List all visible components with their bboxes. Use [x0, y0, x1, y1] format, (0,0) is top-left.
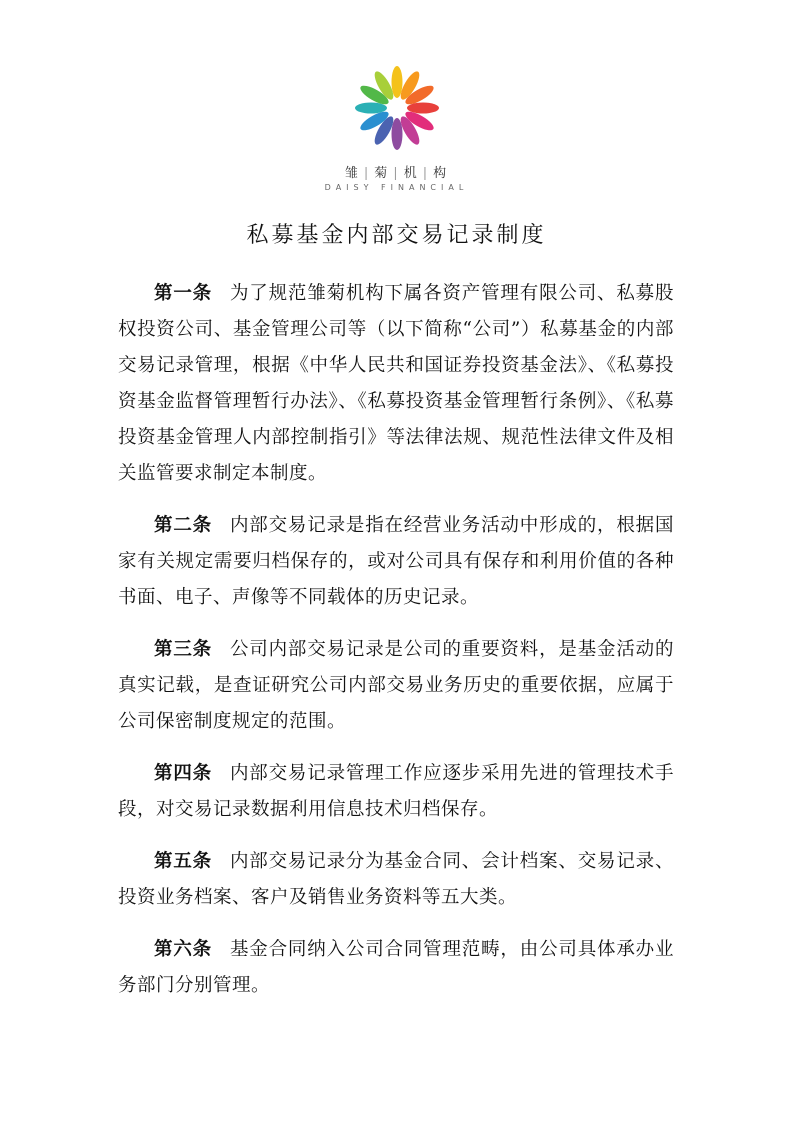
article-text: 为了规范雏菊机构下属各资产管理有限公司、私募股权投资公司、基金管理公司等（以下简称“公司”）私募基金的内部交易记录管理，根据《中华人民共和国证券投资基金法》、《私募投资基金监督管理暂行办法》、《私募投资基金管理暂行条例》、《私募投资基金管理人内部控制指引》等法律法规、规范性法律文件及相关监管要求制定本制度。 [118, 283, 674, 484]
daisy-logo-icon [349, 60, 445, 156]
article-label: 第三条 [154, 639, 212, 660]
article-3 [118, 632, 674, 740]
petal-icon [391, 118, 402, 150]
document-body [118, 276, 674, 1020]
article-6 [118, 932, 674, 1004]
brand-name-cn: 雏 | 菊 | 机 | 构 [344, 166, 449, 181]
article-label: 第五条 [154, 851, 212, 872]
article-1 [118, 276, 674, 492]
article-label: 第四条 [154, 763, 212, 784]
article-text: 内部交易记录是指在经营业务活动中形成的，根据国家有关规定需要归档保存的，或对公司具有保存和利用价值的各种书面、电子、声像等不同载体的历史记录。 [118, 515, 674, 608]
brand-char: 机 [403, 166, 419, 181]
brand-char: 菊 [374, 166, 390, 181]
article-text: 内部交易记录管理工作应逐步采用先进的管理技术手段，对交易记录数据利用信息技术归档保存。 [118, 763, 674, 820]
logo [0, 60, 793, 192]
article-2 [118, 508, 674, 616]
article-label: 第一条 [154, 283, 212, 304]
petal-icon [407, 103, 439, 114]
brand-name-en: DAISY FINANCIAL [324, 183, 469, 192]
article-text: 基金合同纳入公司合同管理范畴，由公司具体承办业务部门分别管理。 [118, 939, 674, 996]
article-text: 内部交易记录分为基金合同、会计档案、交易记录、投资业务档案、客户及销售业务资料等五大类。 [118, 851, 674, 908]
brand-char: 构 [433, 166, 449, 181]
article-label: 第二条 [154, 515, 212, 536]
brand-char: 雏 [344, 166, 360, 181]
article-5 [118, 844, 674, 916]
petal-icon [355, 103, 387, 114]
document-title: 私募基金内部交易记录制度 [246, 223, 547, 248]
article-text: 公司内部交易记录是公司的重要资料，是基金活动的真实记载，是查证研究公司内部交易业务历史的重要依据，应属于公司保密制度规定的范围。 [118, 639, 674, 732]
article-4 [118, 756, 674, 828]
petal-icon [391, 66, 402, 98]
article-label: 第六条 [154, 939, 212, 960]
